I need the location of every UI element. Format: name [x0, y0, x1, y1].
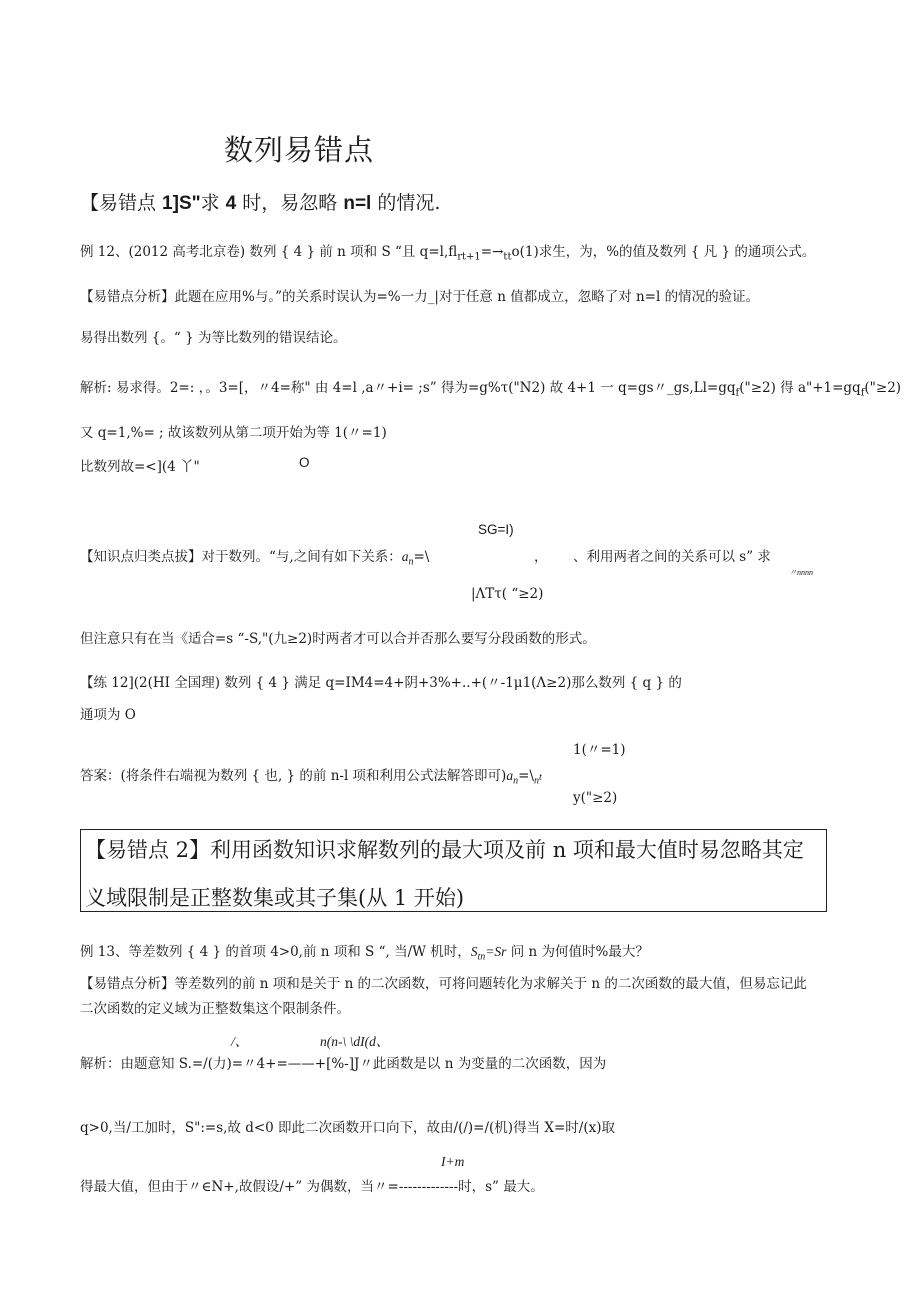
subscript: f: [735, 387, 740, 399]
solution-line-1: [80, 376, 901, 399]
example-12: [80, 240, 815, 263]
solution-line-3-mark: O: [299, 455, 310, 470]
knowledge-case-bottom: |ΛΤτ( “≥2): [471, 586, 544, 602]
fraction-top-a: /、: [231, 1034, 249, 1049]
answer-case-top: 1(〃=1): [573, 742, 626, 758]
formula-text: =\: [518, 768, 534, 784]
subscript: tn: [477, 951, 486, 963]
heading-bold-2: 4: [225, 193, 237, 214]
note-line: 但注意只有在当《适合=s “-S,"(九≥2)时两者才可以合并否那么要写分段函数的形式。: [80, 631, 596, 647]
example-13-tail: 问 n 为何值时%最大？: [506, 944, 649, 960]
subscript: rt+1: [457, 251, 481, 263]
answer-line: [80, 764, 542, 787]
knowledge-note-small: 〃nnnn: [789, 568, 813, 577]
solution-13-line-1: 解析：由题意知 S.=/(力)=〃4+=——+[%-]J〃此函数是以 n 为变量的二次函数，因为: [80, 1056, 607, 1072]
error-analysis-13-line-2: 二次函数的定义域为正整数集这个限制条件。: [80, 1001, 350, 1017]
error-analysis-13-line-1: 【易错点分析】等差数列的前 n 项和是关于 n 的二次函数，可将问题转化为求解关于 n 的二次函数的最大值，但易忘记此: [80, 976, 807, 992]
knowledge-case-top: SG=I): [478, 522, 514, 537]
subscript: n: [533, 775, 539, 787]
subscript: n: [408, 556, 414, 568]
subscript: tt: [503, 251, 512, 263]
knowledge-comma: ，: [534, 549, 548, 565]
example-13-text: 例 13、等差数列 { 4 } 的首项 4>0,前 n 项和 S “, 当/W 机时，: [80, 944, 471, 960]
subscript: n: [513, 775, 519, 787]
fraction-2-top: I+m: [441, 1154, 465, 1169]
example-12-text-c: o(1)求生，为，%的值及数列 { 凡 } 的通项公式。: [511, 244, 816, 260]
solution-line-2: 又 q=1,%= ; 故该数列从第二项开始为等 1(〃=1): [80, 425, 387, 441]
solution-text-b: ("≥2) 得 a"+1=gq: [739, 380, 861, 396]
example-12-text: 例 12、(2012 高考北京卷) 数列 { 4 } 前 n 项和 S “且 q=l,fl: [80, 244, 458, 260]
formula-text: =Sr: [485, 944, 507, 959]
section-heading-2-box: [80, 829, 827, 912]
formula-text: =\: [413, 549, 430, 565]
page-title: 数列易错点: [224, 133, 375, 167]
formula-var: S: [470, 944, 478, 959]
formula-var: a: [401, 549, 409, 564]
solution-text-c: ("≥2): [864, 380, 902, 396]
solution-13-line-3: 得最大值，但由于〃∈N+,故假设/+” 为偶数，当〃=-------------时，s” 最大。: [80, 1179, 544, 1195]
practice-12-line-1: 【练 12](2(HI 全国理) 数列 { 4 } 满足 q=IM4=4+阴+3%+..+(〃-1μ1(Λ≥2)那么数列 { q } 的: [80, 675, 682, 691]
answer-text: 答案：(将条件右端视为数列 { 也, } 的前 n-l 项和利用公式法解答即可): [80, 768, 507, 784]
formula-var: t: [538, 772, 542, 783]
heading-text: 求: [200, 192, 226, 214]
heading-bold-3: n=l: [343, 193, 372, 214]
heading-prefix: 【易错点: [80, 192, 163, 214]
section-heading-2-line-2: 义域限制是正整数集或其子集(从 1 开始): [85, 886, 465, 910]
formula-var: a: [506, 768, 514, 783]
solution-text: 解析: 易求得。2=: ，。3=[，〃4=称" 由 4=l ,a〃+i= ;s” 得为=g%τ("N2) 故 4+1 一 q=gs〃_gs,Ll=gq: [80, 380, 736, 396]
example-12-text-b: =→: [480, 244, 504, 260]
answer-case-bottom: y("≥2): [573, 790, 618, 806]
practice-12-line-2: 通项为 O: [80, 707, 136, 723]
error-analysis-1: 【易错点分析】此题在应用%与。”的关系时误认为=%一力_|对于任意 n 值都成立，忽略了对 n=l 的情况的验证。: [80, 289, 760, 305]
fraction-top-b: n(n-\ \dI(d、: [320, 1034, 390, 1049]
heading-text-2: 时，易忽略: [236, 192, 344, 214]
solution-13-line-2: q>0,当/工加时，S":=s,故 d<0 即此二次函数开口向下，故由/(/)=/(机)得当 X=时/(x)取: [80, 1120, 615, 1136]
knowledge-point: [80, 545, 429, 568]
heading-bold: 1]S": [162, 193, 201, 214]
heading-text-3: 的情况.: [371, 192, 441, 214]
subscript: f: [860, 387, 865, 399]
section-heading-2-line-1: 【易错点 2】利用函数知识求解数列的最大项及前 n 项和最大值时易忽略其定: [85, 838, 804, 862]
error-analysis-2: 易得出数列 {。“ } 为等比数列的错误结论。: [80, 330, 347, 346]
knowledge-text: 【知识点归类点拔】对于数列。“与,之间有如下关系：: [80, 549, 402, 565]
example-13: [80, 940, 649, 963]
knowledge-tail: 、利用两者之间的关系可以 s” 求: [573, 549, 771, 565]
solution-line-3: 比数列故=<](4 丫": [80, 459, 200, 475]
section-heading-1: [80, 188, 440, 215]
